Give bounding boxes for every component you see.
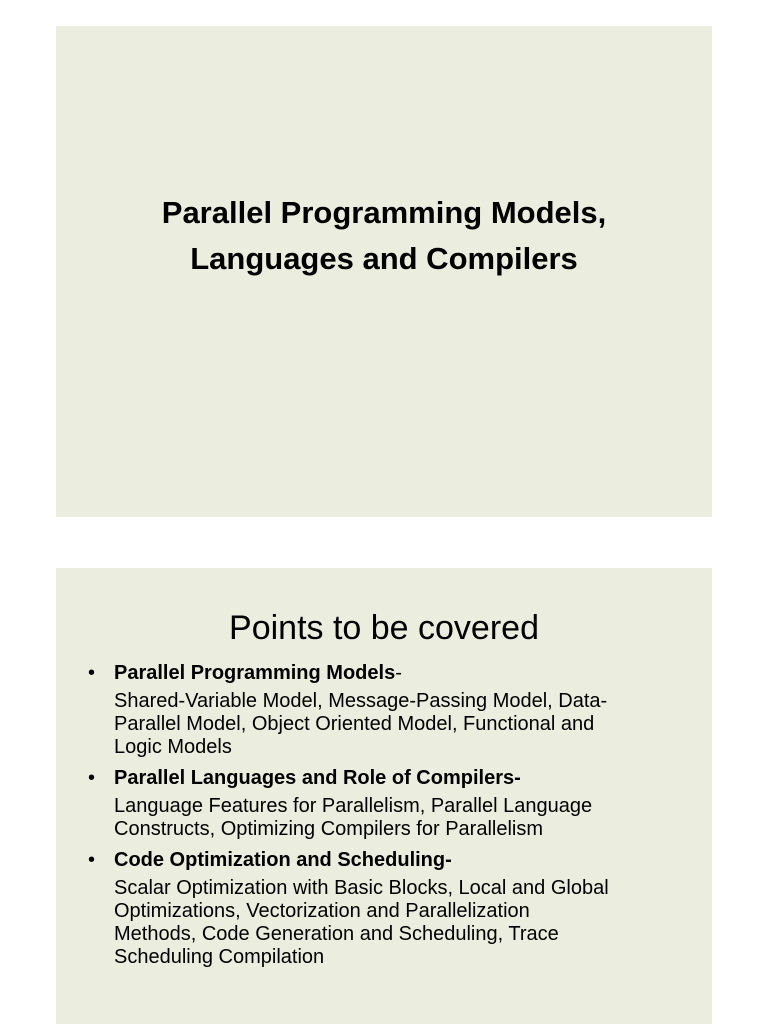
bullet-item — [86, 847, 686, 969]
slide-title-line-1: Parallel Programming Models, — [161, 195, 607, 230]
content-slide-title: Points to be covered — [229, 609, 539, 647]
bullet-body: Language Features for Parallelism, Parallel Language Constructs, Optimizing Compilers for Parallelism — [114, 795, 593, 840]
slide-title — [56, 190, 712, 282]
bullet-heading-text: Parallel Languages and Role of Compilers- — [114, 767, 521, 789]
bullet-list — [86, 660, 686, 975]
bullet-heading-text: Parallel Programming Models — [114, 662, 396, 684]
bullet-heading-suffix: - — [395, 662, 402, 684]
bullet-heading — [114, 847, 686, 873]
bullet-item — [86, 765, 686, 841]
bullet-heading — [114, 765, 686, 791]
bullet-body: Scalar Optimization with Basic Blocks, Local and Global Optimizations, Vectorization and Parallelization Methods, Code Generation and Scheduling, Trace Scheduling Compilation — [114, 877, 609, 968]
bullet-marker-icon: • — [88, 767, 96, 789]
bullet-item — [86, 660, 686, 759]
bullet-heading — [114, 660, 686, 686]
title-slide — [56, 26, 712, 517]
bullet-marker-icon: • — [88, 662, 96, 684]
bullet-body: Shared-Variable Model, Message-Passing Model, Data- Parallel Model, Object Oriented Model, Functional and Logic Models — [114, 690, 608, 758]
content-slide — [56, 568, 712, 1024]
bullet-heading-text: Code Optimization and Scheduling- — [114, 849, 452, 871]
slide-title-line-2: Languages and Compilers — [190, 241, 578, 276]
bullet-marker-icon: • — [88, 849, 96, 871]
